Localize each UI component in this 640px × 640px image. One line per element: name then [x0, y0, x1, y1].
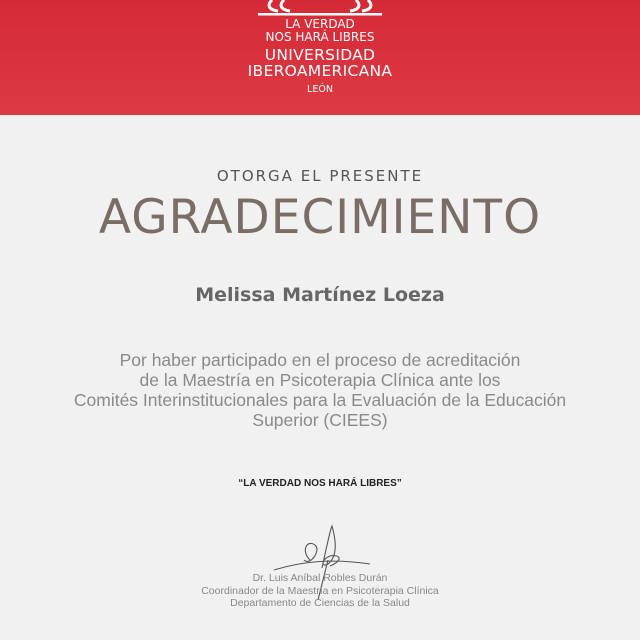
certificate-title: AGRADECIMIENTO [98, 190, 542, 245]
signer-block [0, 572, 640, 610]
intro-text: OTORGA EL PRESENTE [216, 167, 424, 185]
reason-line: Superior (CIEES) [252, 410, 388, 430]
reason-text [0, 350, 640, 430]
reason-line: Comités Interinstitucionales para la Evaluación de la Educación [73, 390, 567, 410]
laurel-logo-icon [258, 0, 382, 16]
recipient-name: Melissa Martínez Loeza [195, 284, 445, 306]
university-line: IBEROAMERICANA [247, 62, 393, 80]
logo-motto-line: NOS HARÁ LIBRES [265, 30, 375, 44]
university-line: UNIVERSIDAD [264, 46, 376, 64]
reason-line: de la Maestría en Psicoterapia Clínica ante los [139, 370, 501, 390]
reason-line: Por haber participado en el proceso de acreditación [119, 350, 521, 370]
university-name [0, 47, 640, 79]
signer-department: Departamento de Ciencias de la Salud [230, 597, 410, 609]
motto-quote: “LA VERDAD NOS HARÁ LIBRES” [238, 478, 402, 489]
header-band [0, 0, 640, 115]
signer-name: Dr. Luis Aníbal Robles Durán [252, 572, 388, 584]
logo-motto-line: LA VERDAD [285, 17, 355, 31]
logo-motto [0, 18, 640, 44]
signer-role: Coordinador de la Maestría en Psicoterapia Clínica [201, 584, 439, 597]
campus-name: LEÓN [307, 84, 333, 95]
